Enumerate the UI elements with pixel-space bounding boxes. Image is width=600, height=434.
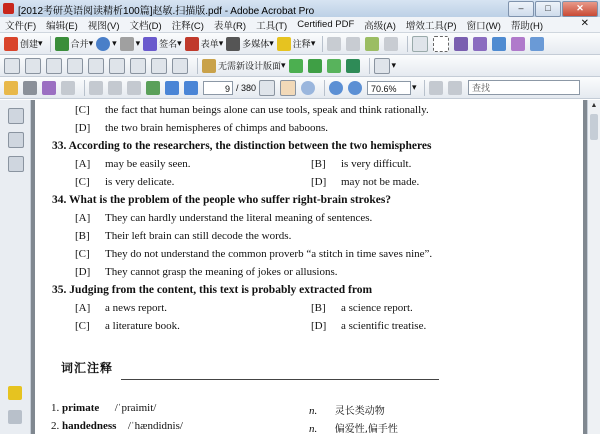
text-tool-button[interactable] — [473, 35, 489, 53]
upload-tool-button[interactable] — [530, 35, 546, 53]
arrow-up-icon — [165, 81, 179, 95]
edit-tool-4[interactable] — [67, 57, 85, 75]
combine-icon — [55, 37, 69, 51]
sign-button[interactable]: 签名 ▾ — [143, 35, 182, 53]
lock-icon — [120, 37, 134, 51]
menu-comments[interactable]: 注释(C) — [171, 20, 204, 32]
image-icon — [172, 58, 188, 74]
arrow-down-icon — [184, 81, 198, 95]
vocab-heading: 词汇注释 — [61, 361, 114, 375]
find-input[interactable]: 查找 — [468, 80, 580, 95]
folder-icon — [4, 81, 18, 95]
attach-button[interactable] — [61, 79, 77, 97]
document-viewport[interactable] — [31, 100, 587, 434]
hand-icon — [280, 80, 296, 96]
navigation-panel — [0, 100, 31, 434]
layout-icon — [202, 59, 216, 73]
menu-document[interactable]: 文档(D) — [129, 20, 162, 32]
comment-icon — [277, 37, 291, 51]
stamp-tool-button[interactable] — [511, 35, 527, 53]
prev-page-button[interactable] — [165, 79, 181, 97]
document-icon — [346, 37, 360, 51]
form-icon — [185, 37, 199, 51]
toolbar-navigation — [0, 77, 600, 99]
fit-page-icon — [429, 81, 443, 95]
fit-width-button[interactable] — [448, 79, 464, 97]
select-tool-button[interactable] — [412, 35, 430, 53]
green-tool-2[interactable] — [308, 57, 324, 75]
vocab-entry: 2. handedness /ˈhændidnis/ — [51, 420, 183, 432]
thumb-tool-4[interactable] — [146, 79, 162, 97]
list-item: [B] a science report. — [311, 302, 413, 314]
share-button[interactable]: ▾ — [96, 35, 117, 53]
checkbox-icon — [25, 58, 41, 74]
menu-forms[interactable]: 表单(R) — [213, 20, 247, 32]
pages-panel-icon[interactable] — [8, 108, 24, 124]
menu-certified-pdf[interactable]: Certified PDF — [297, 19, 355, 30]
share-icon — [96, 37, 110, 51]
forms-button[interactable]: 表单 ▾ — [185, 35, 224, 53]
combine-button[interactable]: 合并 ▾ — [55, 35, 94, 53]
page-icon — [327, 37, 341, 51]
email-button[interactable] — [42, 79, 58, 97]
edit-tool-8[interactable] — [151, 57, 169, 75]
zoom-dropdown[interactable]: ▾ — [412, 82, 417, 92]
bookmark-icon — [108, 81, 122, 95]
text-cursor-icon — [259, 80, 275, 96]
title-bar — [0, 0, 600, 18]
green-tool-3[interactable] — [327, 57, 343, 75]
layers-icon — [127, 81, 141, 95]
printer-icon — [23, 81, 37, 95]
list-item: [C] the fact that human beings alone can use tools, speak and think rationally. — [75, 104, 429, 116]
maximize-button[interactable]: □ — [535, 1, 561, 17]
zoom-out-button[interactable] — [329, 79, 345, 97]
close-button[interactable]: ✕ — [562, 1, 598, 17]
attach-icon — [61, 81, 75, 95]
open-button[interactable] — [4, 79, 20, 97]
fit-page-button[interactable] — [429, 79, 445, 97]
crop-tool-button[interactable] — [492, 35, 508, 53]
note-icon — [384, 37, 398, 51]
button-icon — [109, 58, 125, 74]
comment-button[interactable]: 注释 ▾ — [277, 35, 316, 53]
link-tool-button[interactable] — [454, 35, 470, 53]
edit-tool-1[interactable] — [4, 57, 22, 75]
document-close-icon[interactable]: ✕ — [580, 18, 589, 29]
edit-tool-2[interactable] — [25, 57, 43, 75]
film-icon — [226, 37, 240, 51]
list-item: [D] the two brain hemispheres of chimps and baboons. — [75, 122, 329, 134]
menu-bar — [0, 17, 600, 33]
tool-c-button[interactable] — [365, 35, 381, 53]
tool-a-button[interactable] — [327, 35, 343, 53]
green-doc-icon — [327, 59, 341, 73]
thumb-tool-2[interactable] — [108, 79, 124, 97]
question-33: 33. According to the researchers, the distinction between the two hemispheres — [52, 140, 432, 152]
menu-help[interactable]: 帮助(H) — [510, 20, 544, 32]
fit-width-icon — [448, 81, 462, 95]
vocab-meaning: n. 灵长类动物 — [309, 405, 385, 417]
toolbar-edit — [0, 55, 600, 77]
radio-icon — [46, 58, 62, 74]
pdf-page — [35, 100, 583, 434]
pen-icon — [143, 37, 157, 51]
zoom-in-icon — [348, 81, 362, 95]
page-total: / 380 — [236, 82, 257, 93]
vocab-divider — [121, 379, 439, 380]
menu-file[interactable]: 文件(F) — [5, 20, 37, 32]
secure-button[interactable]: ▾ — [120, 35, 141, 53]
green-tool-1[interactable] — [289, 57, 305, 75]
list-item: [C] They do not understand the common proverb “a stitch in time saves nine”. — [75, 248, 433, 260]
zoom-level-input[interactable]: 70.6% — [367, 81, 411, 95]
no-sign-page-button[interactable]: 无需新设计版面 ▾ — [202, 57, 286, 75]
select-text-tool[interactable] — [259, 79, 277, 97]
marquee-icon — [433, 36, 449, 52]
stamp-icon — [511, 37, 525, 51]
list-item: [D] They cannot grasp the meaning of jokes or allusions. — [75, 266, 338, 278]
green-check-icon — [308, 59, 322, 73]
zoom-in-button[interactable] — [348, 79, 364, 97]
question-34: 34. What is the problem of the people who suffer right-brain strokes? — [52, 194, 392, 206]
list-icon — [67, 58, 83, 74]
multimedia-button[interactable]: 多媒体 ▾ — [226, 35, 274, 53]
list-item: [D] may not be made. — [311, 176, 420, 188]
print-button[interactable] — [23, 79, 39, 97]
edit-tool-5[interactable] — [88, 57, 106, 75]
tool-b-button[interactable] — [346, 35, 362, 53]
acrobat-icon — [3, 3, 14, 14]
thumb-tool-3[interactable] — [127, 79, 143, 97]
menu-edit[interactable]: 编辑(E) — [46, 20, 78, 32]
scrollbar-thumb[interactable] — [590, 114, 598, 140]
green-tool-4[interactable] — [346, 57, 362, 75]
magnifier-icon — [301, 81, 315, 95]
barcode-icon — [151, 58, 167, 74]
list-item: [B] Their left brain can still decode the words. — [75, 230, 292, 242]
attachments-panel-icon[interactable] — [8, 410, 22, 424]
options-icon — [374, 58, 390, 74]
edit-tool-3[interactable] — [46, 57, 64, 75]
email-icon — [42, 81, 56, 95]
crop-icon — [492, 37, 506, 51]
scroll-up-icon[interactable]: ▲ — [590, 102, 598, 109]
pages-icon — [89, 81, 103, 95]
vocab-entry: 1. primate /ˈpraimit/ — [51, 402, 157, 414]
upload-icon — [530, 37, 544, 51]
comments-panel-icon[interactable] — [8, 386, 22, 400]
edit-tool-7[interactable] — [130, 57, 148, 75]
create-pdf-icon — [4, 37, 18, 51]
cursor-icon — [412, 36, 428, 52]
vertical-scrollbar[interactable] — [587, 100, 600, 434]
create-button[interactable]: 创建 ▾ — [4, 35, 43, 53]
combo-icon — [88, 58, 104, 74]
menu-window[interactable]: 窗口(W) — [466, 20, 501, 32]
refresh-icon — [146, 81, 160, 95]
signatures-panel-icon[interactable] — [8, 156, 24, 172]
question-35: 35. Judging from the content, this text is probably extracted from — [52, 284, 373, 296]
bookmarks-panel-icon[interactable] — [8, 132, 24, 148]
text-icon — [473, 37, 487, 51]
menu-advanced[interactable]: 高级(A) — [364, 20, 396, 32]
signature-icon — [130, 58, 146, 74]
vocab-meaning: n. 偏爱性,偏手性 — [309, 423, 398, 434]
list-item: [C] a literature book. — [75, 320, 180, 332]
edit-tool-6[interactable] — [109, 57, 127, 75]
speech-icon — [365, 37, 379, 51]
hand-tool[interactable] — [280, 79, 298, 97]
toolbar-tasks — [0, 33, 600, 55]
thumb-tool-1[interactable] — [89, 79, 105, 97]
edit-tool-9[interactable] — [172, 57, 190, 75]
list-item: [A] may be easily seen. — [75, 158, 191, 170]
page-number-input[interactable]: 9 — [203, 81, 233, 95]
options-button[interactable]: ▾ — [374, 57, 397, 75]
green-layer-icon — [346, 59, 360, 73]
tool-d-button[interactable] — [384, 35, 400, 53]
menu-plugins[interactable]: 增效工具(P) — [405, 20, 457, 32]
link-icon — [454, 37, 468, 51]
marquee-tool-button[interactable] — [433, 35, 451, 53]
next-page-button[interactable] — [184, 79, 200, 97]
minimize-button[interactable]: – — [508, 1, 534, 17]
window-title: [2012考研英语阅读精析100篇]赵敏.扫描版.pdf - Adobe Acrobat Pro — [18, 6, 315, 17]
list-item: [C] is very delicate. — [75, 176, 175, 188]
green-page-icon — [289, 59, 303, 73]
menu-tools[interactable]: 工具(T) — [256, 20, 288, 32]
edit-icon — [4, 58, 20, 74]
menu-view[interactable]: 视图(V) — [87, 20, 120, 32]
list-item: [A] They can hardly understand the literal meaning of sentences. — [75, 212, 373, 224]
list-item: [B] is very difficult. — [311, 158, 412, 170]
list-item: [A] a news report. — [75, 302, 168, 314]
list-item: [D] a scientific treatise. — [311, 320, 427, 332]
zoom-tool[interactable] — [301, 79, 317, 97]
zoom-out-icon — [329, 81, 343, 95]
